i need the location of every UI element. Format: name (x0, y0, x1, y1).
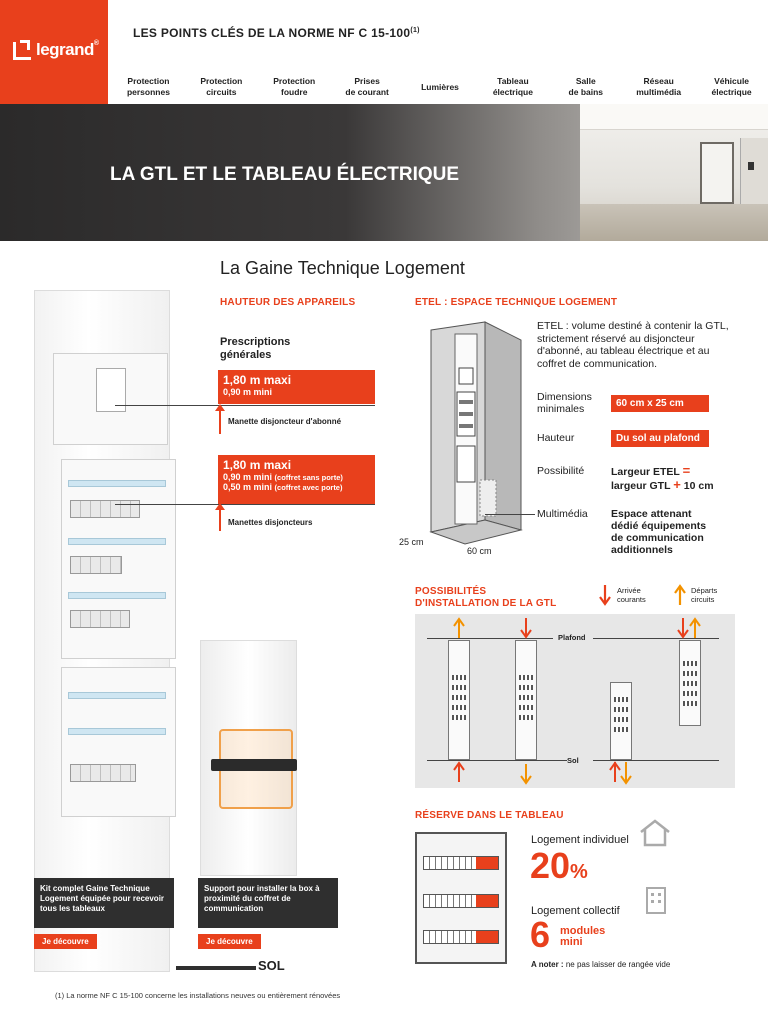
collectif-label: Logement collectif (531, 905, 620, 917)
arrow-up-icon (215, 503, 225, 510)
installation-diagram (415, 614, 735, 788)
collectif-value: 6 (530, 914, 551, 955)
height-box-2-main: 1,80 m maxi (223, 458, 292, 472)
dim-label: Dimensions minimales (537, 391, 592, 415)
height-box-2-note1: (coffret sans porte) (274, 473, 343, 482)
reserve-heading: RÉSERVE DANS LE TABLEAU (415, 810, 564, 821)
gtl-kit-photo (34, 290, 170, 972)
individuel-value: 20 (530, 845, 571, 886)
dim-25: 25 cm (399, 537, 424, 547)
tableau-reserve-illustration (415, 832, 507, 964)
topic-nav (112, 72, 768, 102)
possibilite-a: Largeur ETEL (611, 466, 680, 478)
height-box-2-sub1: 0,90 m mini (223, 472, 273, 482)
footnote: (1) La norme NF C 15-100 concerne les installations neuves ou entièrement rénovées (55, 991, 341, 1000)
hauteur-heading: HAUTEUR DES APPAREILS (220, 297, 356, 308)
possibilite-line-2 (611, 479, 714, 492)
nav-item-vehicule[interactable]: Véhicule électrique (711, 76, 752, 97)
height-box-2-note2: (coffret avec porte) (274, 483, 343, 492)
plus-icon: + (673, 477, 681, 492)
dim-60: 60 cm (467, 546, 492, 556)
note-text: ne pas laisser de rangée vide (563, 960, 671, 969)
legrand-logo[interactable] (0, 0, 108, 104)
hauteur-label: Hauteur (537, 432, 575, 444)
nav-item-prises[interactable]: Prises de courant (345, 76, 389, 97)
height-box-1-sub: 0,90 m mini (223, 387, 273, 397)
strap (211, 759, 297, 771)
cta-button-kit[interactable]: Je découvre (34, 934, 97, 949)
document-title-text: LES POINTS CLÉS DE LA NORME NF C 15-100 (133, 26, 411, 40)
hauteur-value: Du sol au plafond (611, 430, 709, 447)
possibilite-b: largeur GTL (611, 480, 671, 492)
height-box-1 (218, 370, 375, 404)
cta-button-support[interactable]: Je découvre (198, 934, 261, 949)
nav-item-protection-foudre[interactable]: Protection foudre (273, 76, 316, 97)
height-box-2-sub2: 0,50 m mini (223, 482, 273, 492)
nav-item-reseau[interactable]: Réseau multimédia (636, 76, 682, 97)
brand-reg: ® (93, 40, 99, 47)
height-box-1-main: 1,80 m maxi (223, 373, 292, 387)
individuel-unit: % (570, 861, 588, 883)
height-box-2 (218, 455, 375, 505)
multimedia-leader (485, 514, 535, 515)
sol-line (176, 966, 256, 970)
multimedia-label: Multimédia (537, 508, 588, 520)
nav-item-salle-de-bains[interactable]: Salle de bains (568, 76, 604, 97)
sol-label: SOL (258, 958, 285, 973)
tableau-box-1 (61, 459, 176, 659)
hero-banner (0, 104, 768, 241)
reserve-note (531, 960, 670, 969)
note-bold: A noter : (531, 960, 564, 969)
individuel-label: Logement individuel (531, 834, 629, 846)
legend-departs: Départs circuits (691, 586, 718, 604)
label-disjoncteurs: Manettes disjoncteurs (228, 518, 313, 527)
leader-line-1 (115, 405, 375, 406)
product-caption-support: Support pour installer la box à proximité du coffret de communication (198, 878, 338, 928)
etel-heading: ETEL : ESPACE TECHNIQUE LOGEMENT (415, 297, 618, 308)
legend-arrivee: Arrivée courants (617, 586, 646, 604)
house-icon (638, 818, 672, 853)
building-icon (644, 885, 668, 920)
installation-arrows (415, 614, 735, 788)
hero-title: LA GTL ET LE TABLEAU ÉLECTRIQUE (110, 164, 460, 185)
product-caption-kit: Kit complet Gaine Technique Logement équipée pour recevoir tous les tableaux (34, 878, 174, 928)
etel-3d-illustration (425, 320, 523, 545)
arrow-up-icon (215, 404, 225, 411)
plafond-label: Plafond (558, 633, 586, 642)
document-title-footnote-ref: (1) (410, 27, 420, 34)
arrow-up-orange-icon (673, 583, 687, 612)
legrand-mark-icon (13, 42, 31, 60)
arrow-down-red-icon (598, 583, 612, 612)
sol-diagram-label: Sol (567, 756, 579, 765)
individuel-value-group (530, 845, 588, 887)
possibilite-label: Possibilité (537, 465, 585, 477)
nav-item-protection-circuits[interactable]: Protection circuits (200, 76, 243, 97)
interior-photo (580, 104, 768, 241)
dim-value: 60 cm x 25 cm (611, 395, 709, 412)
collectif-unit: modules mini (560, 925, 606, 948)
meter-box (53, 353, 168, 445)
possibilite-c: 10 cm (683, 480, 714, 492)
support-box-photo (200, 640, 297, 876)
multimedia-value: Espace attenant dédié équipements de communication additionnels (611, 508, 707, 556)
section-title: La Gaine Technique Logement (220, 258, 465, 278)
etel-description: ETEL : volume destiné à contenir la GTL, strictement réservé au disjoncteur d'abonné, au tableau électrique et au coffret de communication. (537, 320, 729, 370)
nav-item-tableau[interactable]: Tableau électrique (492, 76, 533, 97)
nav-item-lumieres[interactable]: Lumières (421, 81, 459, 92)
nav-item-protection-personnes[interactable]: Protection personnes (126, 76, 170, 97)
leader-line-2 (115, 504, 375, 505)
label-disjoncteur-abonne: Manette disjoncteur d'abonné (228, 417, 342, 426)
prescriptions-label: Prescriptions générales (220, 336, 291, 361)
brand-name: legrand (36, 40, 94, 59)
document-title (133, 26, 420, 40)
tableau-box-2 (61, 667, 176, 817)
installation-heading: POSSIBILITÉS D'INSTALLATION DE LA GTL (415, 586, 557, 609)
equals-icon: = (682, 463, 691, 478)
